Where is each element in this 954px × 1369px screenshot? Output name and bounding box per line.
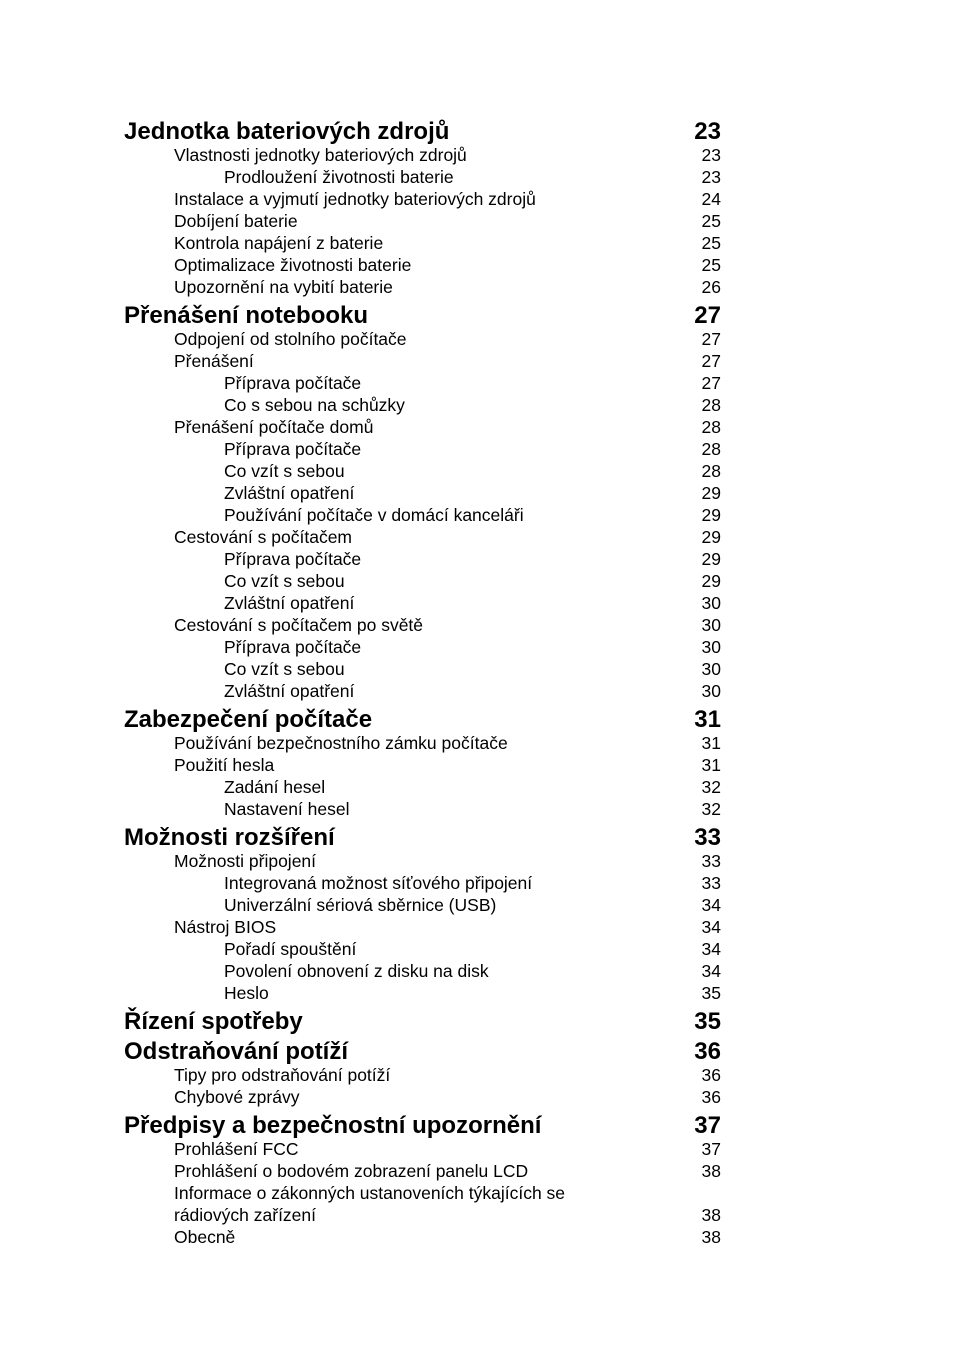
toc-entry-title: Chybové zprávy	[174, 1087, 300, 1107]
toc-subsection-row[interactable]	[124, 680, 724, 702]
toc-entry-page-number: 32	[701, 777, 721, 797]
toc-chapter-row[interactable]	[124, 298, 724, 328]
toc-subsection-row[interactable]	[124, 570, 724, 592]
toc-entry-page-number: 29	[701, 527, 721, 547]
toc-section-row[interactable]	[124, 1064, 724, 1086]
toc-entry-page-number: 25	[701, 211, 721, 231]
toc-entry-title: Univerzální sériová sběrnice (USB)	[224, 895, 497, 915]
toc-entry-page-number: 30	[701, 593, 721, 613]
toc-entry-page-number: 36	[701, 1087, 721, 1107]
toc-entry-page-number: 28	[701, 461, 721, 481]
toc-entry-title: Instalace a vyjmutí jednotky bateriových zdrojů	[174, 189, 536, 209]
toc-section-row[interactable]	[124, 1086, 724, 1108]
toc-entry-page-number: 27	[694, 302, 721, 329]
toc-entry-page-number: 23	[701, 145, 721, 165]
toc-entry-title: Používání bezpečnostního zámku počítače	[174, 733, 508, 753]
toc-subsection-row[interactable]	[124, 394, 724, 416]
toc-subsection-row[interactable]	[124, 438, 724, 460]
toc-subsection-row[interactable]	[124, 460, 724, 482]
toc-subsection-row[interactable]	[124, 872, 724, 894]
toc-entry-page-number: 24	[701, 189, 721, 209]
toc-section-row[interactable]	[124, 1160, 724, 1182]
toc-subsection-row[interactable]	[124, 482, 724, 504]
toc-subsection-row[interactable]	[124, 166, 724, 188]
toc-section-row[interactable]	[124, 276, 724, 298]
toc-section-row[interactable]	[124, 416, 724, 438]
toc-entry-title: Používání počítače v domácí kanceláři	[224, 505, 524, 525]
toc-entry-title: Kontrola napájení z baterie	[174, 233, 384, 253]
toc-entry-title: Možnosti rozšíření	[124, 824, 335, 851]
toc-entry-page-number: 28	[701, 439, 721, 459]
toc-subsection-row[interactable]	[124, 504, 724, 526]
toc-entry-title: Příprava počítače	[224, 549, 362, 569]
toc-entry-title: Příprava počítače	[224, 637, 362, 657]
toc-entry-title: Zabezpečení počítače	[124, 706, 373, 733]
toc-entry-page-number: 34	[701, 961, 721, 981]
toc-subsection-row[interactable]	[124, 548, 724, 570]
toc-entry-page-number: 36	[694, 1038, 721, 1065]
toc-entry-page-number: 38	[701, 1227, 721, 1247]
toc-entry-title: Přenášení	[174, 351, 254, 371]
toc-entry-title: Příprava počítače	[224, 439, 362, 459]
toc-entry-title: rádiových zařízení	[174, 1205, 317, 1225]
toc-section-row[interactable]	[124, 328, 724, 350]
toc-entry-page-number: 25	[701, 255, 721, 275]
toc-entry-title: Pořadí spouštění	[224, 939, 357, 959]
toc-subsection-row[interactable]	[124, 960, 724, 982]
toc-entry-title: Použití hesla	[174, 755, 275, 775]
toc-entry-page-number: 31	[694, 706, 721, 733]
toc-entry-title: Přenášení notebooku	[124, 302, 369, 329]
toc-chapter-row[interactable]	[124, 702, 724, 732]
toc-subsection-row[interactable]	[124, 776, 724, 798]
toc-section-row[interactable]	[124, 1182, 724, 1204]
toc-entry-page-number: 23	[694, 118, 721, 145]
toc-entry-page-number: 29	[701, 505, 721, 525]
toc-chapter-row[interactable]	[124, 820, 724, 850]
toc-chapter-row[interactable]	[124, 1034, 724, 1064]
toc-section-row[interactable]	[124, 732, 724, 754]
toc-entry-page-number: 37	[701, 1139, 721, 1159]
toc-entry-title: Zvláštní opatření	[224, 483, 355, 503]
toc-entry-page-number: 28	[701, 395, 721, 415]
toc-entry-title: Řízení spotřeby	[124, 1008, 303, 1035]
toc-entry-page-number: 27	[701, 351, 721, 371]
toc-entry-page-number: 38	[701, 1205, 721, 1225]
toc-section-row[interactable]	[124, 232, 724, 254]
toc-entry-page-number: 30	[701, 637, 721, 657]
toc-entry-title: Co vzít s sebou	[224, 571, 345, 591]
toc-entry-page-number: 34	[701, 939, 721, 959]
toc-subsection-row[interactable]	[124, 658, 724, 680]
toc-entry-page-number: 34	[701, 895, 721, 915]
toc-subsection-row[interactable]	[124, 372, 724, 394]
table-of-contents	[124, 114, 724, 1248]
toc-entry-page-number: 34	[701, 917, 721, 937]
toc-entry-title: Co vzít s sebou	[224, 659, 345, 679]
toc-entry-title: Zvláštní opatření	[224, 681, 355, 701]
toc-section-row[interactable]	[124, 850, 724, 872]
toc-subsection-row[interactable]	[124, 798, 724, 820]
toc-entry-page-number: 29	[701, 549, 721, 569]
toc-entry-page-number: 23	[701, 167, 721, 187]
toc-section-row[interactable]	[124, 1226, 724, 1248]
toc-entry-page-number: 33	[701, 851, 721, 871]
toc-entry-page-number: 37	[694, 1112, 721, 1139]
toc-entry-page-number: 28	[701, 417, 721, 437]
toc-section-row[interactable]	[124, 614, 724, 636]
toc-entry-page-number: 31	[701, 733, 721, 753]
toc-entry-page-number: 30	[701, 615, 721, 635]
toc-entry-title: Přenášení počítače domů	[174, 417, 374, 437]
toc-entry-title: Upozornění na vybití baterie	[174, 277, 393, 297]
toc-entry-title: Vlastnosti jednotky bateriových zdrojů	[174, 145, 467, 165]
toc-entry-title: Zadání hesel	[224, 777, 326, 797]
toc-chapter-row[interactable]	[124, 1004, 724, 1034]
toc-subsection-row[interactable]	[124, 636, 724, 658]
toc-entry-title: Příprava počítače	[224, 373, 362, 393]
toc-entry-page-number: 29	[701, 483, 721, 503]
toc-entry-page-number: 27	[701, 329, 721, 349]
toc-entry-page-number: 25	[701, 233, 721, 253]
toc-entry-title: Heslo	[224, 983, 269, 1003]
toc-entry-title: Integrovaná možnost síťového připojení	[224, 873, 533, 893]
toc-section-row[interactable]	[124, 188, 724, 210]
toc-entry-title: Předpisy a bezpečnostní upozornění	[124, 1112, 542, 1139]
toc-subsection-row[interactable]	[124, 982, 724, 1004]
toc-section-row[interactable]	[124, 350, 724, 372]
toc-section-row[interactable]	[124, 144, 724, 166]
toc-chapter-row[interactable]	[124, 1108, 724, 1138]
toc-entry-page-number: 36	[701, 1065, 721, 1085]
toc-section-row[interactable]	[124, 754, 724, 776]
toc-entry-page-number: 30	[701, 681, 721, 701]
toc-entry-title: Prohlášení o bodovém zobrazení panelu LCD	[174, 1161, 529, 1181]
toc-entry-title: Optimalizace životnosti baterie	[174, 255, 412, 275]
toc-entry-title: Nástroj BIOS	[174, 917, 277, 937]
toc-section-row[interactable]	[124, 916, 724, 938]
toc-entry-page-number: 33	[694, 824, 721, 851]
toc-entry-title: Prohlášení FCC	[174, 1139, 299, 1159]
toc-entry-page-number: 38	[701, 1161, 721, 1181]
toc-entry-page-number: 35	[694, 1008, 721, 1035]
toc-subsection-row[interactable]	[124, 592, 724, 614]
toc-section-row[interactable]	[124, 1204, 724, 1226]
toc-entry-title: Obecně	[174, 1227, 236, 1247]
toc-entry-title: Odpojení od stolního počítače	[174, 329, 407, 349]
toc-entry-title: Prodloužení životnosti baterie	[224, 167, 454, 187]
toc-entry-page-number: 26	[701, 277, 721, 297]
toc-entry-title: Možnosti připojení	[174, 851, 317, 871]
toc-section-row[interactable]	[124, 1138, 724, 1160]
toc-subsection-row[interactable]	[124, 938, 724, 960]
toc-section-row[interactable]	[124, 526, 724, 548]
toc-entry-title: Informace o zákonných ustanoveních týkajících se	[174, 1183, 566, 1203]
toc-entry-title: Nastavení hesel	[224, 799, 350, 819]
toc-subsection-row[interactable]	[124, 894, 724, 916]
toc-entry-page-number: 29	[701, 571, 721, 591]
toc-entry-title: Cestování s počítačem po světě	[174, 615, 424, 635]
toc-section-row[interactable]	[124, 254, 724, 276]
toc-entry-title: Co vzít s sebou	[224, 461, 345, 481]
toc-entry-title: Co s sebou na schůzky	[224, 395, 405, 415]
toc-entry-page-number: 32	[701, 799, 721, 819]
toc-entry-title: Povolení obnovení z disku na disk	[224, 961, 489, 981]
toc-entry-page-number: 33	[701, 873, 721, 893]
toc-entry-title: Dobíjení baterie	[174, 211, 298, 231]
toc-entry-title: Zvláštní opatření	[224, 593, 355, 613]
toc-entry-title: Jednotka bateriových zdrojů	[124, 118, 450, 145]
toc-entry-page-number: 31	[701, 755, 721, 775]
toc-entry-page-number: 27	[701, 373, 721, 393]
toc-entry-title: Cestování s počítačem	[174, 527, 352, 547]
toc-entry-title: Tipy pro odstraňování potíží	[174, 1065, 391, 1085]
toc-chapter-row[interactable]	[124, 114, 724, 144]
toc-section-row[interactable]	[124, 210, 724, 232]
toc-entry-page-number: 30	[701, 659, 721, 679]
toc-entry-page-number: 35	[701, 983, 721, 1003]
toc-entry-title: Odstraňování potíží	[124, 1038, 349, 1065]
